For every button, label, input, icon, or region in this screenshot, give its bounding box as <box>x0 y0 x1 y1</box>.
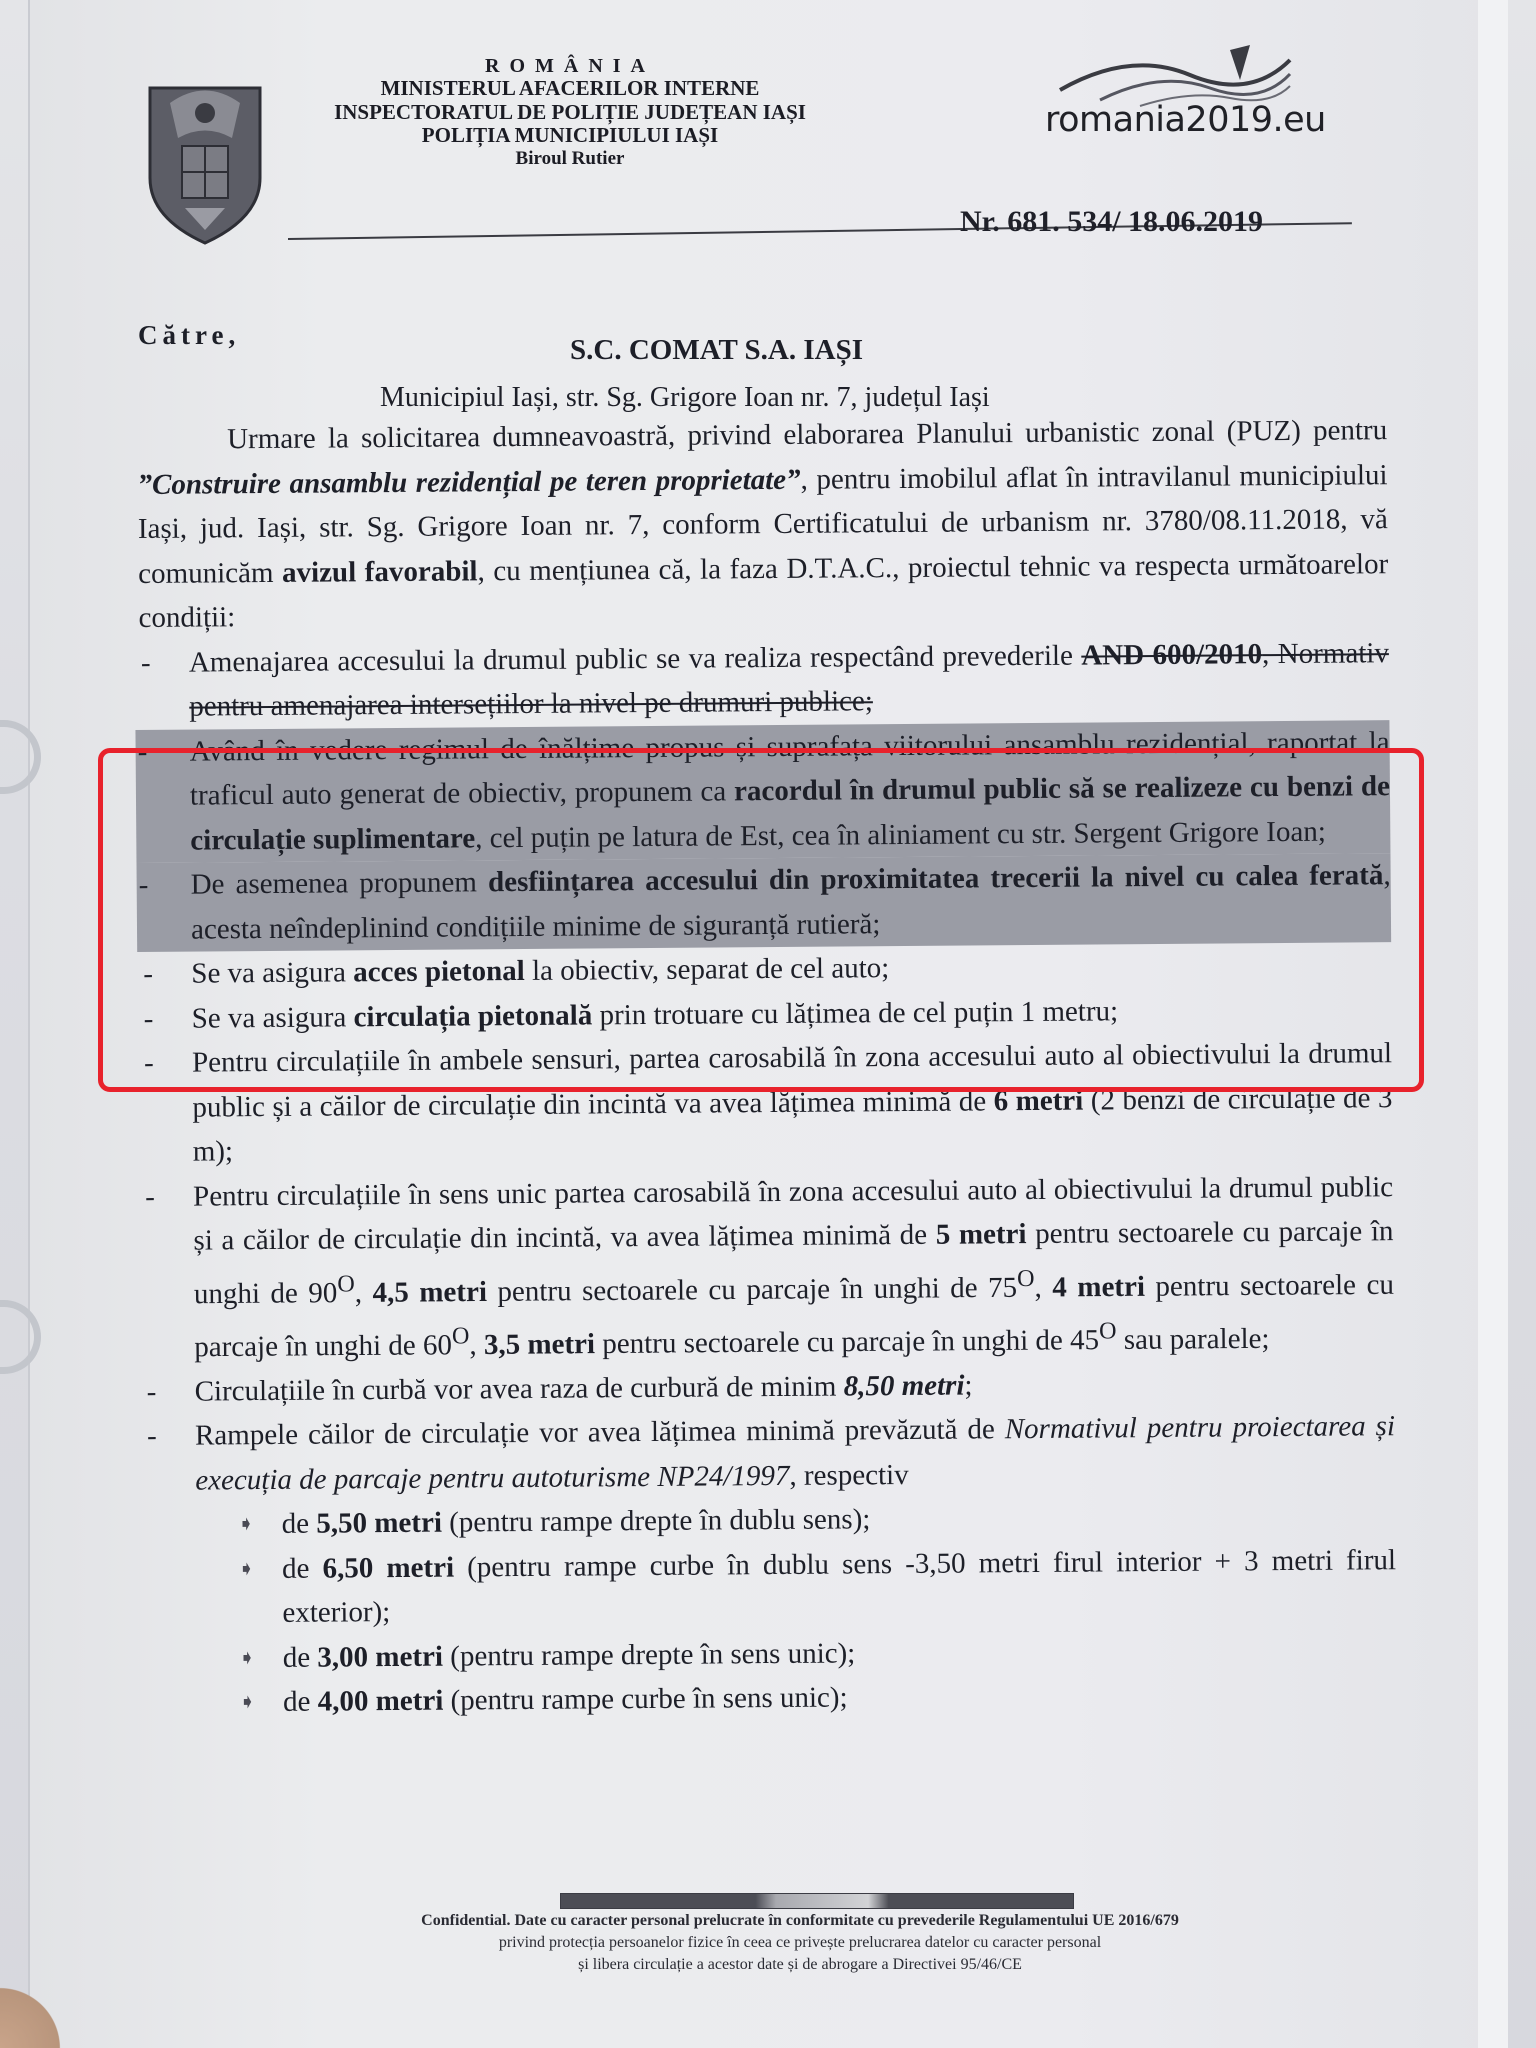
item-bold: acces pietonal <box>353 954 525 989</box>
sub-bold: 5,50 metri <box>316 1506 443 1540</box>
list-dash: - <box>143 957 154 990</box>
item-text: Circulațiile în curbă vor avea raza de curbură de minim <box>194 1370 844 1408</box>
list-dash: - <box>143 1002 154 1035</box>
item-bold: 3,5 metri <box>483 1327 596 1361</box>
logo-text: romania2019.eu <box>1045 100 1326 140</box>
list-dash: - <box>137 735 148 768</box>
item-text: la obiectiv, separat de cel auto; <box>524 952 890 987</box>
sub-text: de <box>281 1552 323 1585</box>
item-text: pentru sectoarele cu parcaje în unghi de 90 <box>193 1215 1394 1310</box>
item-text: De asemenea propunem <box>190 866 489 901</box>
sub-bold: 4,00 metri <box>317 1684 444 1718</box>
item-text: ; <box>964 1369 973 1402</box>
item-text: , acesta neîndeplinind condițiile minime de siguranță rutieră; <box>190 859 1391 946</box>
intro-text: , cu mențiunea că, la faza D.T.A.C., proiectul tehnic va respecta următoarelor condiții: <box>138 547 1389 634</box>
item-text: , Normativ pentru amenajarea intersețiilor la nivel pe drumuri publice; <box>189 636 1390 723</box>
item-bold: 4 metri <box>1052 1270 1146 1303</box>
intro-text: Urmare la solicitarea dumneavoastră, privind elaborarea Planului urbanistic zonal (PUZ) pentru <box>227 414 1388 456</box>
sub-item <box>146 1538 1397 1637</box>
item-bold: circulația pietonală <box>353 998 593 1033</box>
sub-bold: 6,50 metri <box>322 1551 455 1585</box>
condition-item <box>139 631 1390 730</box>
privacy-footer <box>270 1910 1330 1976</box>
red-annotation-box <box>98 748 1424 1092</box>
footer-bar <box>560 1893 1074 1909</box>
item-text: , respectiv <box>789 1458 909 1492</box>
item-text: Pentru circulațiile în sens unic partea carosabilă în zona accesului auto al obiectivului la drumul public și a căilor de circulație din incintă, va avea lățimea minimă de <box>192 1170 1394 1257</box>
list-dash: - <box>146 1375 157 1408</box>
arrow-bullet-icon: ➧ <box>237 1513 255 1536</box>
header-inspectorate: INSPECTORATUL DE POLIȚIE JUDEȚEAN IAȘI <box>334 99 806 124</box>
list-dash: - <box>144 1180 155 1213</box>
item-bold: 8,50 metri <box>843 1369 965 1403</box>
finger <box>0 1978 70 2048</box>
sub-text: de <box>281 1507 317 1541</box>
list-dash: - <box>138 868 149 902</box>
item-italic: Normativul pentru proiectarea și execuția de parcaje pentru autoturisme NP24/1997 <box>195 1410 1396 1497</box>
item-text: prin trotuare cu lățimea de cel puțin 1 metru; <box>592 994 1119 1031</box>
header-office: Biroul Rutier <box>515 147 625 169</box>
header-police: POLIȚIA MUNICIPIULUI IAȘI <box>421 123 719 148</box>
list-dash: - <box>143 1046 154 1079</box>
favorable-notice: avizul favorabil <box>281 554 478 589</box>
list-dash: - <box>146 1420 157 1453</box>
item-bold: desființarea accesului din proximitatea trecerii la nivel cu calea ferată <box>487 859 1384 899</box>
item-text: pentru sectoarele cu parcaje în unghi de 45 <box>594 1323 1100 1360</box>
condition-item <box>145 1404 1396 1503</box>
item-text: Având în vedere regimul de înălțime propus și suprafața viitorului ansamblu rezidențial, raportat la traficul auto generat de obiectiv, propunem ca <box>189 725 1390 812</box>
salutation: Către, <box>138 320 241 350</box>
item-text: Pentru circulațiile în ambele sensuri, partea carosabilă în zona accesului auto al obiectivului la drumul public și a căilor de circulație din incintă va avea lățimea minimă de <box>191 1037 1393 1124</box>
footer-line-1: Confidential. Date cu caracter personal prelucrate în conformitate cu prevederile Regulamentului UE 2016/679 <box>421 1912 1179 1929</box>
header-ministry: MINISTERUL AFACERILOR INTERNE <box>380 76 760 101</box>
degree-mark: O <box>1098 1316 1117 1345</box>
sub-text: (pentru rampe curbe în dublu sens -3,50 metri firul interior + 3 metri firul exterior); <box>282 1543 1397 1630</box>
item-text: Amenajarea accesului la drumul public se va realiza respectând prevederile <box>188 639 1082 679</box>
sub-text: de <box>282 1685 318 1719</box>
recipient-company: S.C. COMAT S.A. IAȘI <box>570 334 864 366</box>
arrow-bullet-icon: ➧ <box>238 1646 256 1670</box>
coat-of-arms-icon <box>140 68 270 248</box>
header-country: ROMÂNIA <box>485 55 655 77</box>
item-bold: 6 metri <box>993 1084 1084 1117</box>
sub-bold: 3,00 metri <box>317 1640 444 1674</box>
item-bold: AND 600/2010 <box>1081 637 1263 672</box>
item-text: Se va asigura <box>191 1000 354 1035</box>
item-text: Se va asigura <box>191 956 354 990</box>
degree-mark: O <box>1016 1264 1035 1292</box>
footer-line-2: privind protecția persoanelor fizice în ceea ce privește prelucrarea datelor cu caracter personal <box>498 1934 1102 1951</box>
intro-text: , pentru imobilul aflat în intravilanul municipiului Iași, jud. Iași, str. Sg. Grigore Ioan nr. 7, conform Certificatului de urbanism nr. 3780/08.11.2018, vă comunicăm <box>137 458 1388 590</box>
item-text: sau paralele; <box>1116 1322 1270 1356</box>
arrow-bullet-icon: ➧ <box>239 1691 256 1714</box>
item-text: , <box>1034 1270 1053 1304</box>
page-edge <box>1478 0 1508 2048</box>
sub-text: (pentru rampe drepte în dublu sens); <box>441 1503 871 1539</box>
arrow-bullet-icon: ➧ <box>237 1557 255 1581</box>
sub-text: (pentru rampe curbe în sens unic); <box>443 1681 848 1717</box>
item-text: pentru sectoarele cu parcaje în unghi de 60 <box>194 1268 1394 1363</box>
registration-number: Nr. 681. 534/ 18.06.2019 <box>960 205 1264 238</box>
list-dash: - <box>140 646 151 679</box>
item-text: Rampele căilor de circulație vor avea lățimea minimă prevăzută de <box>194 1413 1005 1452</box>
item-text: , <box>469 1328 485 1361</box>
recipient-address: Municipiul Iași, str. Sg. Grigore Ioan nr. 7, județul Iași <box>380 382 990 413</box>
footer-line-3: și libera circulație a acestor date și de abrogare a Directivei 95/46/CE <box>578 1956 1022 1973</box>
item-text: pentru sectoarele cu parcaje în unghi de 75 <box>486 1271 1018 1308</box>
item-bold: racordul în drumul public să se realizeze cu benzi de circulație suplimentare <box>190 770 1391 857</box>
degree-mark: O <box>451 1322 470 1350</box>
project-title: ”Construire ansamblu rezidențial pe teren proprietate” <box>137 463 801 501</box>
item-text: , <box>354 1276 373 1309</box>
degree-mark: O <box>337 1269 355 1297</box>
condition-item <box>143 1165 1394 1370</box>
item-text: , cel puțin pe latura de Est, cea în aliniament cu str. Sergent Grigore Ioan; <box>475 815 1326 854</box>
item-bold: 5 metri <box>935 1218 1027 1251</box>
item-text: (2 benzi de circulație de 3 m); <box>192 1081 1393 1168</box>
letterhead <box>290 55 850 169</box>
sub-text: (pentru rampe drepte în sens unic); <box>442 1637 856 1673</box>
intro-paragraph <box>137 408 1389 640</box>
sub-text: de <box>282 1641 318 1674</box>
item-bold: 4,5 metri <box>372 1275 488 1309</box>
